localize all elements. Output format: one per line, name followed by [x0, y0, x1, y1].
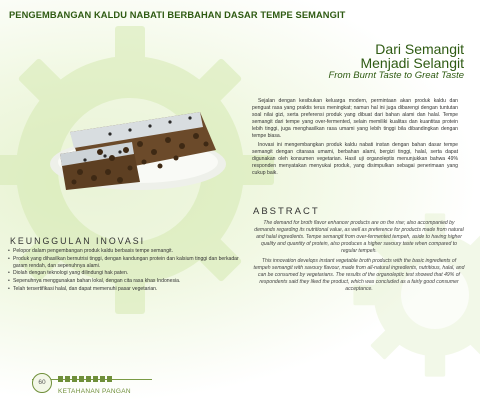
list-item: • Telah tersertifikasi halal, dan dapat memenuhi pasar vegetarian. — [8, 286, 244, 293]
headline — [360, 42, 464, 70]
headline-line-2: Menjadi Selangit — [360, 55, 464, 71]
list-item: • Diolah dengan teknologi yang dilindungi hak paten. — [8, 270, 244, 277]
page-title: PENGEMBANGAN KALDU NABATI BERBAHAN DASAR TEMPE SEMANGIT — [9, 10, 346, 20]
section-label: KETAHANAN PANGAN — [58, 388, 131, 395]
tempe-broth-photo — [40, 72, 230, 197]
headline-subtitle: From Burnt Taste to Great Taste — [328, 70, 464, 81]
intro-text — [252, 98, 458, 179]
abstract-paragraph: The demand for broth flavor enhancer products are on the rise; also accompanied by demands regarding its nutritional value, as well as preference for products made from natural and halal ingredients. Tempe semangit from over-fermented tempeh, aside to having higher quality and quantity of protein, also produces a higher savoury taste when compared to regular tempeh. — [254, 220, 464, 254]
list-item: • Sepenuhnya menggunakan bahan lokal, dengan cita rasa khas Indonesia. — [8, 278, 244, 285]
list-item: • Pelopor dalam pengembangan produk kaldu berbasis tempe semangit. — [8, 248, 244, 255]
footer-pattern-icon — [58, 376, 114, 382]
abstract-text — [253, 220, 465, 296]
list-item: • Produk yang dihasilkan bernutrisi tinggi, dengan kandungan protein dan kalsium tinggi dan berkadar garam rendah, dan sepenuhnya alami. — [8, 256, 244, 270]
advantages-list — [8, 248, 244, 294]
intro-paragraph: Inovasi ini mengembangkan produk kaldu nabati instan dengan bahan dasar tempe semangit dengan citarasa umami, berbahan alami, bergizi tinggi, halal, serta dapat digunakan oleh konsumen vegetarian. Hasil uji organoleptis menunjukkan bahwa 49% responden menyatakan menyukai produk, yang disimpulkan sebagai penerimaan yang cukup baik. — [252, 142, 458, 176]
page-number: 60 — [32, 373, 52, 393]
abstract-heading: ABSTRACT — [253, 206, 320, 217]
intro-paragraph: Sejalan dengan kesibukan keluarga modern, permintaan akan produk kaldu dan penguat rasa yang praktis terus meningkat; namun hal ini juga dibarengi dengan tuntutan soal nilai gizi, serta preferensi produk yang dibuat dari bahan alami dan halal. Tempe semangit dari tempe yang over-fermented, selain memiliki kualitas dan kuantitas protein lebih tinggi, juga menghasilkan rasa umami yang lebih tinggi bila dibandingkan dengan tempe biasa. — [252, 98, 458, 139]
headline-line-1: Dari Semangit — [375, 41, 464, 57]
advantages-heading: KEUNGGULAN INOVASI — [10, 236, 146, 246]
abstract-paragraph: This innovation develops instant vegetable broth products with the basic ingredients of tempeh semangit with savoury flavour, made from all-natural ingredients, nutritious, halal, and can be consumed by vegetarians. The results of the organoleptic test showed that 49% of respondents said they liked the product, which was concluded as a fairly good consumer acceptance. — [253, 258, 465, 292]
